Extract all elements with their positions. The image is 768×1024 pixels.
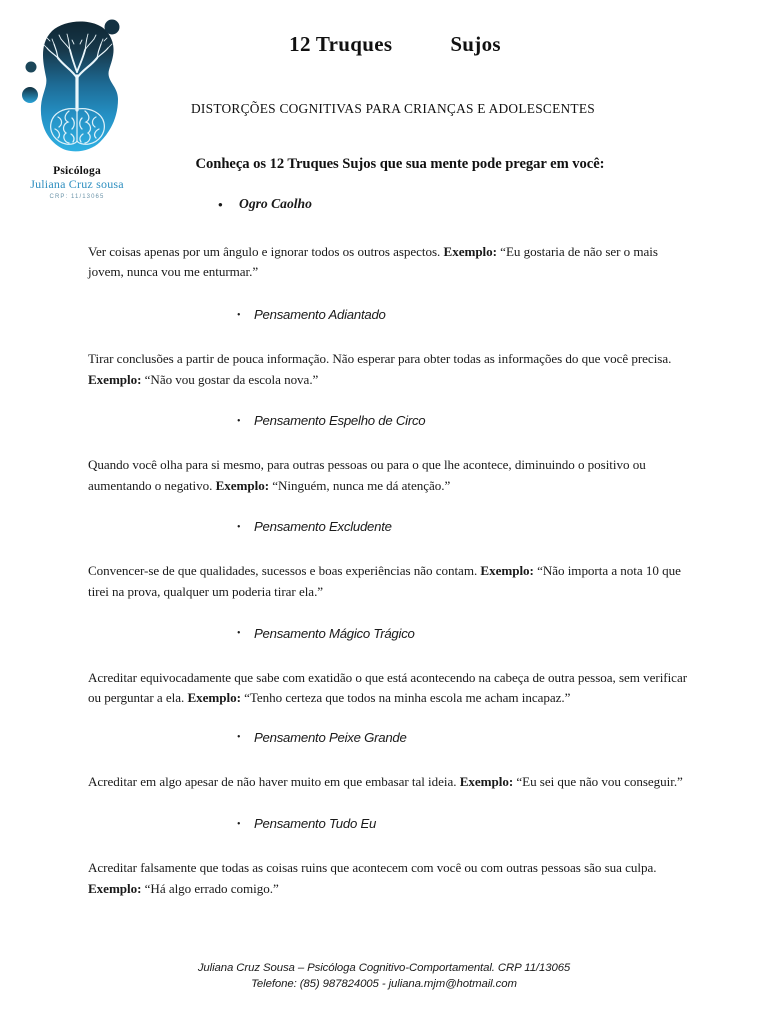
section-body bbox=[88, 772, 690, 793]
section-body-before: Acreditar em algo apesar de não haver muito em que embasar tal ideia. bbox=[88, 773, 460, 789]
section-body bbox=[88, 561, 690, 602]
bullet-icon: • bbox=[237, 732, 241, 744]
section-heading bbox=[0, 196, 768, 213]
section-pensamento-adiantado bbox=[0, 307, 768, 390]
section-body-before: Acreditar falsamente que todas as coisas ruins que acontecem com você ou com outras pessoas são sua culpa. bbox=[88, 860, 657, 876]
section-heading bbox=[0, 519, 768, 535]
page-subtitle: DISTORÇÕES COGNITIVAS PARA CRIANÇAS E ADOLESCENTES bbox=[191, 101, 595, 116]
logo-role-label: Psicóloga bbox=[53, 165, 101, 177]
section-body-after: “Eu sei que não vou conseguir.” bbox=[513, 773, 683, 789]
sections-container bbox=[0, 196, 768, 900]
section-heading bbox=[0, 413, 768, 429]
page-title-part2: Sujos bbox=[450, 32, 501, 56]
section-body-after: “Não vou gostar da escola nova.” bbox=[141, 371, 319, 387]
page-lead-text: Conheça os 12 Truques Sujos que sua mente pode pregar em você: bbox=[195, 156, 605, 172]
example-label: Exemplo: bbox=[88, 371, 142, 387]
section-body-after: “Não importa a nota 10 que tirei na prova, qualquer um poderia tirar ela.” bbox=[88, 563, 681, 600]
bullet-icon: • bbox=[237, 415, 241, 427]
section-heading-label: Pensamento Adiantado bbox=[254, 307, 386, 323]
section-body-before: Ver coisas apenas por um ângulo e ignorar todos os outros aspectos. bbox=[88, 243, 444, 259]
section-body bbox=[88, 349, 690, 390]
example-label: Exemplo: bbox=[215, 477, 270, 493]
section-heading-label: Pensamento Peixe Grande bbox=[254, 729, 407, 745]
section-heading-label: Pensamento Excludente bbox=[254, 519, 392, 535]
section-body-before: Quando você olha para si mesmo, para outras pessoas ou para o que lhe acontece, diminuindo o positivo ou aumentando o negativo. bbox=[88, 457, 646, 493]
section-heading-label: Pensamento Mágico Trágico bbox=[254, 625, 415, 641]
page-footer bbox=[0, 960, 768, 992]
section-pensamento-magico-tragico bbox=[0, 626, 768, 709]
page-title bbox=[160, 32, 630, 57]
section-body bbox=[88, 242, 690, 283]
bullet-icon: • bbox=[237, 628, 241, 640]
example-label: Exemplo: bbox=[88, 880, 142, 896]
section-pensamento-espelho-de-circo bbox=[0, 413, 768, 496]
example-label: Exemplo: bbox=[443, 243, 497, 259]
bullet-icon: • bbox=[237, 818, 241, 830]
footer-line-credentials: Juliana Cruz Sousa – Psicóloga Cognitivo-Comportamental. CRP 11/13065 bbox=[197, 962, 571, 974]
psychology-tree-brain-logo-icon bbox=[14, 14, 140, 164]
section-heading bbox=[0, 816, 768, 832]
bullet-icon: • bbox=[218, 197, 223, 213]
footer-line-contact: Telefone: (85) 987824005 - juliana.mjm@hotmail.com bbox=[251, 978, 517, 991]
example-label: Exemplo: bbox=[480, 563, 534, 579]
section-body-before: Convencer-se de que qualidades, sucessos e boas experiências não contam. bbox=[88, 563, 481, 579]
section-heading-label: Pensamento Espelho de Circo bbox=[254, 413, 426, 429]
section-body-before: Tirar conclusões a partir de pouca informação. Não esperar para obter todas as informações do que você precisa. bbox=[88, 350, 672, 366]
section-heading bbox=[0, 730, 768, 746]
section-body-after: “Eu gostaria de não ser o mais jovem, nunca vou me enturmar.” bbox=[88, 243, 658, 280]
bullet-icon: • bbox=[237, 522, 241, 533]
section-heading bbox=[0, 307, 768, 323]
example-label: Exemplo: bbox=[459, 773, 514, 789]
bullet-icon: • bbox=[237, 309, 241, 321]
section-ogro-caolho bbox=[0, 196, 768, 283]
section-pensamento-excludente bbox=[0, 519, 768, 602]
section-body bbox=[88, 668, 690, 709]
page-title-part1: 12 Truques bbox=[289, 32, 393, 56]
section-heading bbox=[0, 626, 768, 642]
section-heading-label: Ogro Caolho bbox=[239, 196, 312, 211]
section-body-after: “Ninguém, nunca me dá atenção.” bbox=[269, 477, 451, 493]
section-body-before: Acreditar equivocadamente que sabe com exatidão o que está acontecendo na cabeça de outra pessoa, sem verificar ou perguntar a ela. bbox=[88, 669, 688, 706]
logo-crp-label: CRP: 11/13065 bbox=[49, 194, 105, 201]
section-pensamento-tudo-eu bbox=[0, 816, 768, 899]
section-pensamento-peixe-grande bbox=[0, 730, 768, 793]
section-body-after: “Há algo errado comigo.” bbox=[141, 880, 279, 896]
section-heading-label: Pensamento Tudo Eu bbox=[254, 816, 377, 832]
section-body-after: “Tenho certeza que todos na minha escola me acham incapaz.” bbox=[240, 690, 571, 706]
example-label: Exemplo: bbox=[187, 690, 241, 706]
section-body bbox=[88, 455, 690, 496]
logo-person-name: Juliana Cruz sousa bbox=[30, 176, 124, 191]
section-body bbox=[88, 858, 690, 899]
